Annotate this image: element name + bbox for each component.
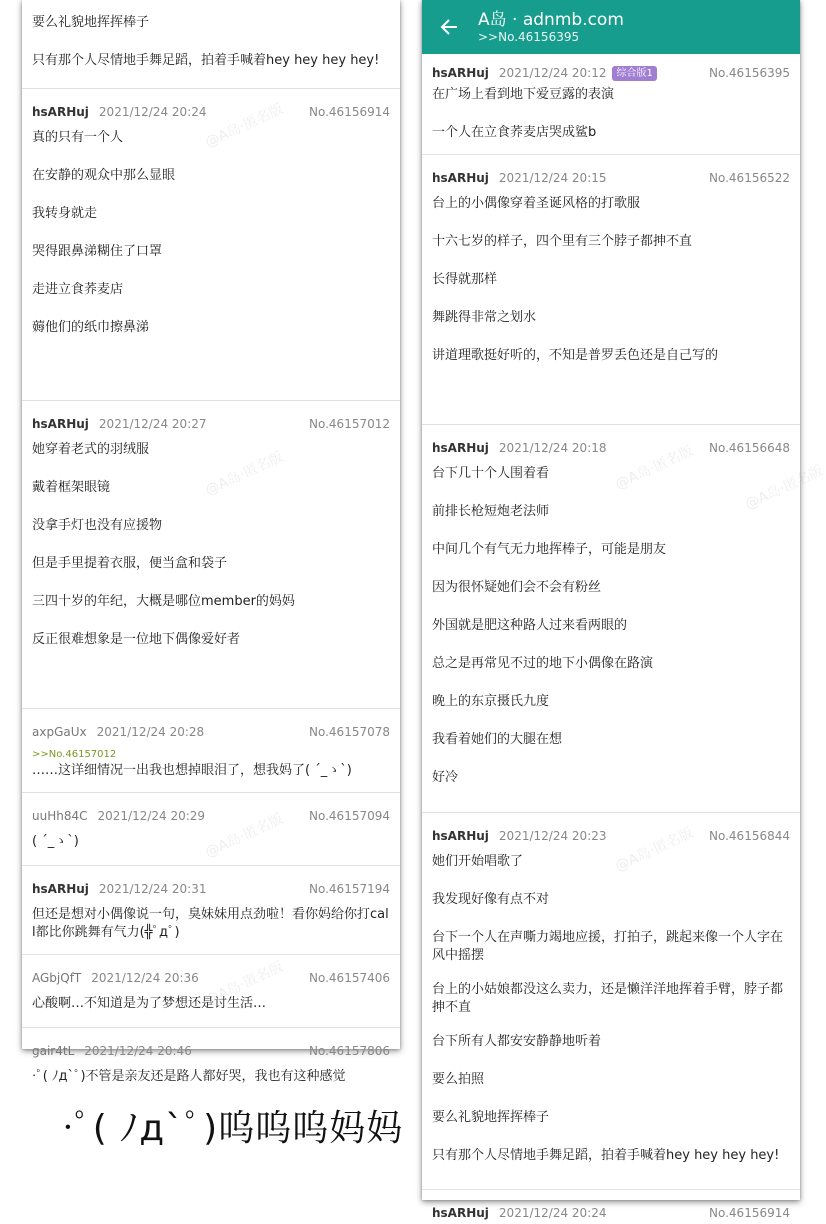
post-line: 好冷 xyxy=(432,770,459,785)
post-date: 2021/12/24 20:24 xyxy=(498,1206,607,1220)
post-line: 我发现好像有点不对 xyxy=(432,892,550,907)
post-line: 在安静的观众中那么显眼 xyxy=(32,168,176,183)
post-line: 要么礼貌地挥挥棒子 xyxy=(432,1110,550,1125)
post-line: 我转身就走 xyxy=(32,206,98,221)
post[interactable] xyxy=(422,1202,800,1224)
post-line: 但还是想对小偶像说一句，臭妹妹用点劲啦！看你妈给你打call都比你跳舞有气力(╬ﾟдﾟ) xyxy=(32,907,389,940)
post[interactable] xyxy=(422,62,800,155)
post-line: 十六七岁的样子，四个里有三个脖子都抻不直 xyxy=(432,234,693,249)
post-line: 戴着框架眼镜 xyxy=(32,480,111,495)
post-line: 但是手里提着衣服，便当盒和袋子 xyxy=(32,556,228,571)
post-date: 2021/12/24 20:27 xyxy=(98,417,207,431)
post-number[interactable]: No.46157194 xyxy=(309,882,390,896)
app-bar xyxy=(422,0,800,54)
app-title: A岛 · adnmb.com xyxy=(478,9,624,30)
post-line: 总之是再常见不过的地下小偶像在路演 xyxy=(432,656,654,671)
watermark: @A岛·匿名版 xyxy=(202,810,286,861)
post[interactable] xyxy=(22,1040,400,1086)
post-line: 薅他们的纸巾擦鼻涕 xyxy=(32,320,150,335)
post-line: 哭得跟鼻涕糊住了口罩 xyxy=(32,244,163,259)
post-line: 三四十岁的年纪，大概是哪位member的妈妈 xyxy=(32,594,295,609)
post-date: 2021/12/24 20:12 xyxy=(498,66,607,80)
watermark: @A岛·匿名版 xyxy=(612,824,696,875)
post[interactable] xyxy=(22,878,400,955)
left-thread-screenshot xyxy=(22,0,400,1084)
caption-text: ·ﾟ( ﾉд`ﾟ)呜呜呜妈妈 xyxy=(62,1108,404,1149)
post-line: ( ´_ゝ`) xyxy=(32,834,79,849)
post-number[interactable]: No.46156648 xyxy=(709,441,790,455)
post-date: 2021/12/24 20:29 xyxy=(97,809,206,823)
watermark: @A岛·匿名版 xyxy=(202,100,286,151)
post-line: ·ﾟ( ﾉд`ﾟ)不管是亲友还是路人都好哭，我也有这种感觉 xyxy=(32,1069,346,1084)
post-line: 真的只有一个人 xyxy=(32,130,124,145)
post-uid[interactable]: uuHh84C xyxy=(32,809,88,823)
post-line: 讲道理歌挺好听的，不知是普罗丢色还是自己写的 xyxy=(432,348,719,363)
post[interactable] xyxy=(22,101,400,401)
post-line: 她穿着老式的羽绒服 xyxy=(32,442,150,457)
watermark: @A岛·匿名版 xyxy=(742,462,826,513)
post-number[interactable]: No.46156522 xyxy=(709,171,790,185)
post-line: 在广场上看到地下爱豆露的表演 xyxy=(432,87,615,102)
post-number[interactable]: No.46157012 xyxy=(309,417,390,431)
post-line: 因为很怀疑她们会不会有粉丝 xyxy=(432,580,602,595)
post-line: 她们开始唱歌了 xyxy=(432,854,524,869)
post-line: 反正很难想象是一位地下偶像爱好者 xyxy=(32,632,241,647)
post[interactable] xyxy=(22,721,400,793)
watermark: @A岛·匿名版 xyxy=(202,448,286,499)
post-uid[interactable]: axpGaUx xyxy=(32,725,87,739)
post-line: 台下几十个人围着看 xyxy=(432,466,550,481)
back-arrow-icon[interactable] xyxy=(436,14,462,40)
post-number[interactable]: No.46156914 xyxy=(309,105,390,119)
post-date: 2021/12/24 20:15 xyxy=(498,171,607,185)
post-number[interactable]: No.46156395 xyxy=(709,66,790,80)
post-uid[interactable]: hsARHuj xyxy=(32,882,89,896)
post[interactable] xyxy=(422,167,800,425)
post-number[interactable]: No.46157406 xyxy=(309,971,390,985)
post-line: 台下所有人都安安静静地听着 xyxy=(432,1034,602,1049)
post-line: 外国就是肥这种路人过来看两眼的 xyxy=(432,618,628,633)
post-uid[interactable]: gair4tL xyxy=(32,1044,75,1058)
post-number[interactable]: No.46157078 xyxy=(309,725,390,739)
post-line: 心酸啊…不知道是为了梦想还是讨生活… xyxy=(32,996,267,1011)
post-uid[interactable]: hsARHuj xyxy=(32,105,89,119)
post-line: 只有那个人尽情地手舞足蹈，拍着手喊着hey hey hey hey! xyxy=(432,1148,780,1163)
post-line: 长得就那样 xyxy=(432,272,498,287)
post-number[interactable]: No.46156914 xyxy=(709,1206,790,1220)
post-line: 舞跳得非常之划水 xyxy=(432,310,537,325)
post-uid[interactable]: hsARHuj xyxy=(432,829,489,843)
post-line: 一个人在立食荞麦店哭成鲨b xyxy=(432,125,597,140)
post-date: 2021/12/24 20:24 xyxy=(98,105,207,119)
post[interactable] xyxy=(22,805,400,866)
post-line: 没拿手灯也没有应援物 xyxy=(32,518,163,533)
post-line: 中间几个有气无力地挥棒子，可能是朋友 xyxy=(432,542,667,557)
thread-number: >>No.46156395 xyxy=(478,29,580,44)
post[interactable] xyxy=(422,437,826,813)
post-uid[interactable]: AGbjQfT xyxy=(32,971,82,985)
post-uid[interactable]: hsARHuj xyxy=(432,66,489,80)
post-continuation xyxy=(22,0,400,89)
post-line: 台上的小姑娘都没这么卖力，还是懒洋洋地挥着手臂，脖子都抻不直 xyxy=(432,982,784,1015)
post-uid[interactable]: hsARHuj xyxy=(32,417,89,431)
watermark: @A岛·匿名版 xyxy=(202,958,286,1009)
post-uid[interactable]: hsARHuj xyxy=(432,1206,489,1220)
post-line: 走进立食荞麦店 xyxy=(32,282,124,297)
post-uid[interactable]: hsARHuj xyxy=(432,171,489,185)
post-line: 前排长枪短炮老法师 xyxy=(432,504,550,519)
post-line: 我看着她们的大腿在想 xyxy=(432,732,563,747)
post-uid[interactable]: hsARHuj xyxy=(432,441,489,455)
quote-link[interactable]: >>No.46157012 xyxy=(32,749,117,760)
post-line: ……这详细情况一出我也想掉眼泪了，想我妈了( ´_ゝ`) xyxy=(32,763,352,778)
post-date: 2021/12/24 20:18 xyxy=(498,441,607,455)
post-line: 只有那个人尽情地手舞足蹈，拍着手喊着hey hey hey hey! xyxy=(32,53,380,68)
watermark: @A岛·匿名版 xyxy=(612,442,696,493)
post-line: 要么礼貌地挥挥棒子 xyxy=(32,15,150,30)
post-date: 2021/12/24 20:23 xyxy=(498,829,607,843)
post-line: 要么拍照 xyxy=(432,1072,485,1087)
post[interactable] xyxy=(22,958,400,1028)
post-date: 2021/12/24 20:31 xyxy=(98,882,207,896)
post[interactable] xyxy=(22,413,400,709)
post-line: 晚上的东京摄氏九度 xyxy=(432,694,550,709)
forum-badge[interactable]: 综合版1 xyxy=(612,66,656,81)
post-number[interactable]: No.46157806 xyxy=(309,1044,390,1058)
post-line: 台下一个人在声嘶力竭地应援，打拍子，跳起来像一个人字在风中摇摆 xyxy=(432,930,784,963)
post-date: 2021/12/24 20:36 xyxy=(91,971,199,985)
post-line: 台上的小偶像穿着圣诞风格的打歌服 xyxy=(432,196,641,211)
post-date: 2021/12/24 20:28 xyxy=(96,725,205,739)
post[interactable] xyxy=(422,825,800,1190)
post-date: 2021/12/24 20:46 xyxy=(84,1044,192,1058)
right-thread-screenshot xyxy=(422,0,826,1220)
post-number[interactable]: No.46156844 xyxy=(709,829,790,843)
post-number[interactable]: No.46157094 xyxy=(309,809,390,823)
